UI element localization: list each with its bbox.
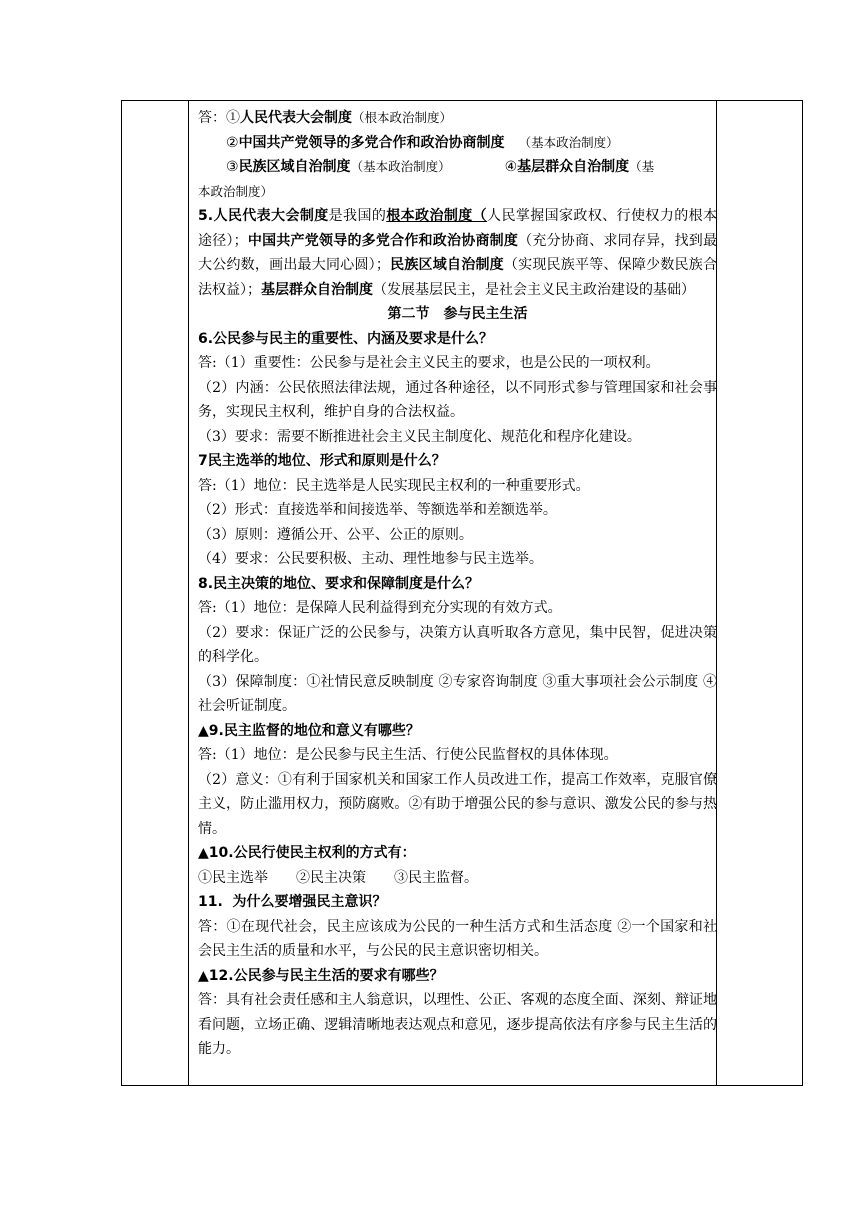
q9-title: ▲9.民主监督的地位和意义有哪些？ [198, 722, 420, 739]
q8-answer-2: （2）要求：保证广泛的公民参与，决策方认真听取各方意见，集中民智，促进决策的科学化。 [198, 624, 717, 665]
q10-options [198, 866, 717, 891]
q4-answer-line-1: 答：①人民代表大会制度（根本政治制度） [198, 110, 453, 126]
q10-option-1: ①民主选举 [198, 869, 268, 886]
q12-answer: 答：具有社会责任感和主人翁意识，以理性、公正、客观的态度全面、深刻、辩证地看问题，立场正确、逻辑清晰地表达观点和意见，逐步提高依法有序参与民主生活的能力。 [198, 992, 717, 1057]
q8-answer-3: （3）保障制度：①社情民意反映制度 ②专家咨询制度 ③重大事项社会公示制度 ④社会听证制度。 [198, 673, 717, 714]
q7-answer-2: （2）形式：直接选举和间接选举、等额选举和差额选举。 [198, 502, 557, 518]
q12-title: ▲12.公民参与民主生活的要求有哪些？ [198, 967, 444, 984]
q6-answer-3: （3）要求：需要不断推进社会主义民主制度化、规范化和程序化建设。 [198, 428, 641, 445]
q6-answer-1: 答:（1）重要性：公民参与是社会主义民主的要求，也是公民的一项权利。 [198, 355, 660, 371]
q10-option-3: ③民主监督。 [394, 869, 478, 886]
section-title: 第二节 参与民主生活 [387, 306, 528, 322]
q7-answer-3: （3）原则：遵循公开、公平、公正的原则。 [198, 526, 473, 543]
q4-answer-line-4: 本政治制度） [198, 183, 274, 199]
q7-answer-4: （4）要求：公民要积极、主动、理性地参与民主选举。 [198, 551, 543, 567]
q11-answer: 答：①在现代社会，民主应该成为公民的一种生活方式和生活态度 ②一个国家和社会民主生活的质量和水平，与公民的民主意识密切相关。 [198, 918, 717, 959]
q4-answer-line-2: ②中国共产党领导的多党合作和政治协商制度 （基本政治制度） [226, 134, 619, 151]
lesson-table [121, 100, 803, 1086]
q5-paragraph: 5.人民代表大会制度是我国的根本政治制度（人民掌握国家政权、行使权力的根本途径）；中国共产党领导的多党合作和政治协商制度（充分协商、求同存异，找到最大公约数，画出最大同心圆）；民族区域自治制度（实现民族平等、保障少数民族合法权益）；基层群众自治制度（发展基层民主，是社会主义民主政治建设的基础） [198, 208, 718, 298]
q10-option-2: ②民主决策 [296, 869, 366, 886]
content-cell [198, 106, 717, 1062]
q6-answer-2: （2）内涵：公民依照法律法规，通过各种途径，以不同形式参与管理国家和社会事务，实现民主权利，维护自身的合法权益。 [198, 379, 717, 420]
q4-answer-line-3: ③民族区域自治制度（基本政治制度） ④基层群众自治制度（基 [226, 159, 655, 175]
q9-answer-1: 答:（1）地位：是公民参与民主生活、行使公民监督权的具体体现。 [198, 747, 618, 763]
q7-title: 7民主选举的地位、形式和原则是什么？ [198, 453, 446, 469]
q9-answer-2: （2）意义：①有利于国家机关和国家工作人员改进工作，提高工作效率，克服官僚主义，防止滥用权力，预防腐败。②有助于增强公民的参与意识、激发公民的参与热情。 [198, 771, 717, 837]
column-divider-left [188, 101, 189, 1085]
q10-title: ▲10.公民行使民主权利的方式有： [198, 845, 416, 861]
q6-title: 6.公民参与民主的重要性、内涵及要求是什么？ [198, 330, 494, 347]
q7-answer-1: 答:（1）地位：民主选举是人民实现民主权利的一种重要形式。 [198, 477, 590, 494]
q8-answer-1: 答:（1）地位：是保障人民利益得到充分实现的有效方式。 [198, 600, 562, 616]
q11-title: 11. 为什么要增强民主意识？ [198, 894, 387, 910]
q8-title: 8.民主决策的地位、要求和保障制度是什么？ [198, 575, 480, 592]
